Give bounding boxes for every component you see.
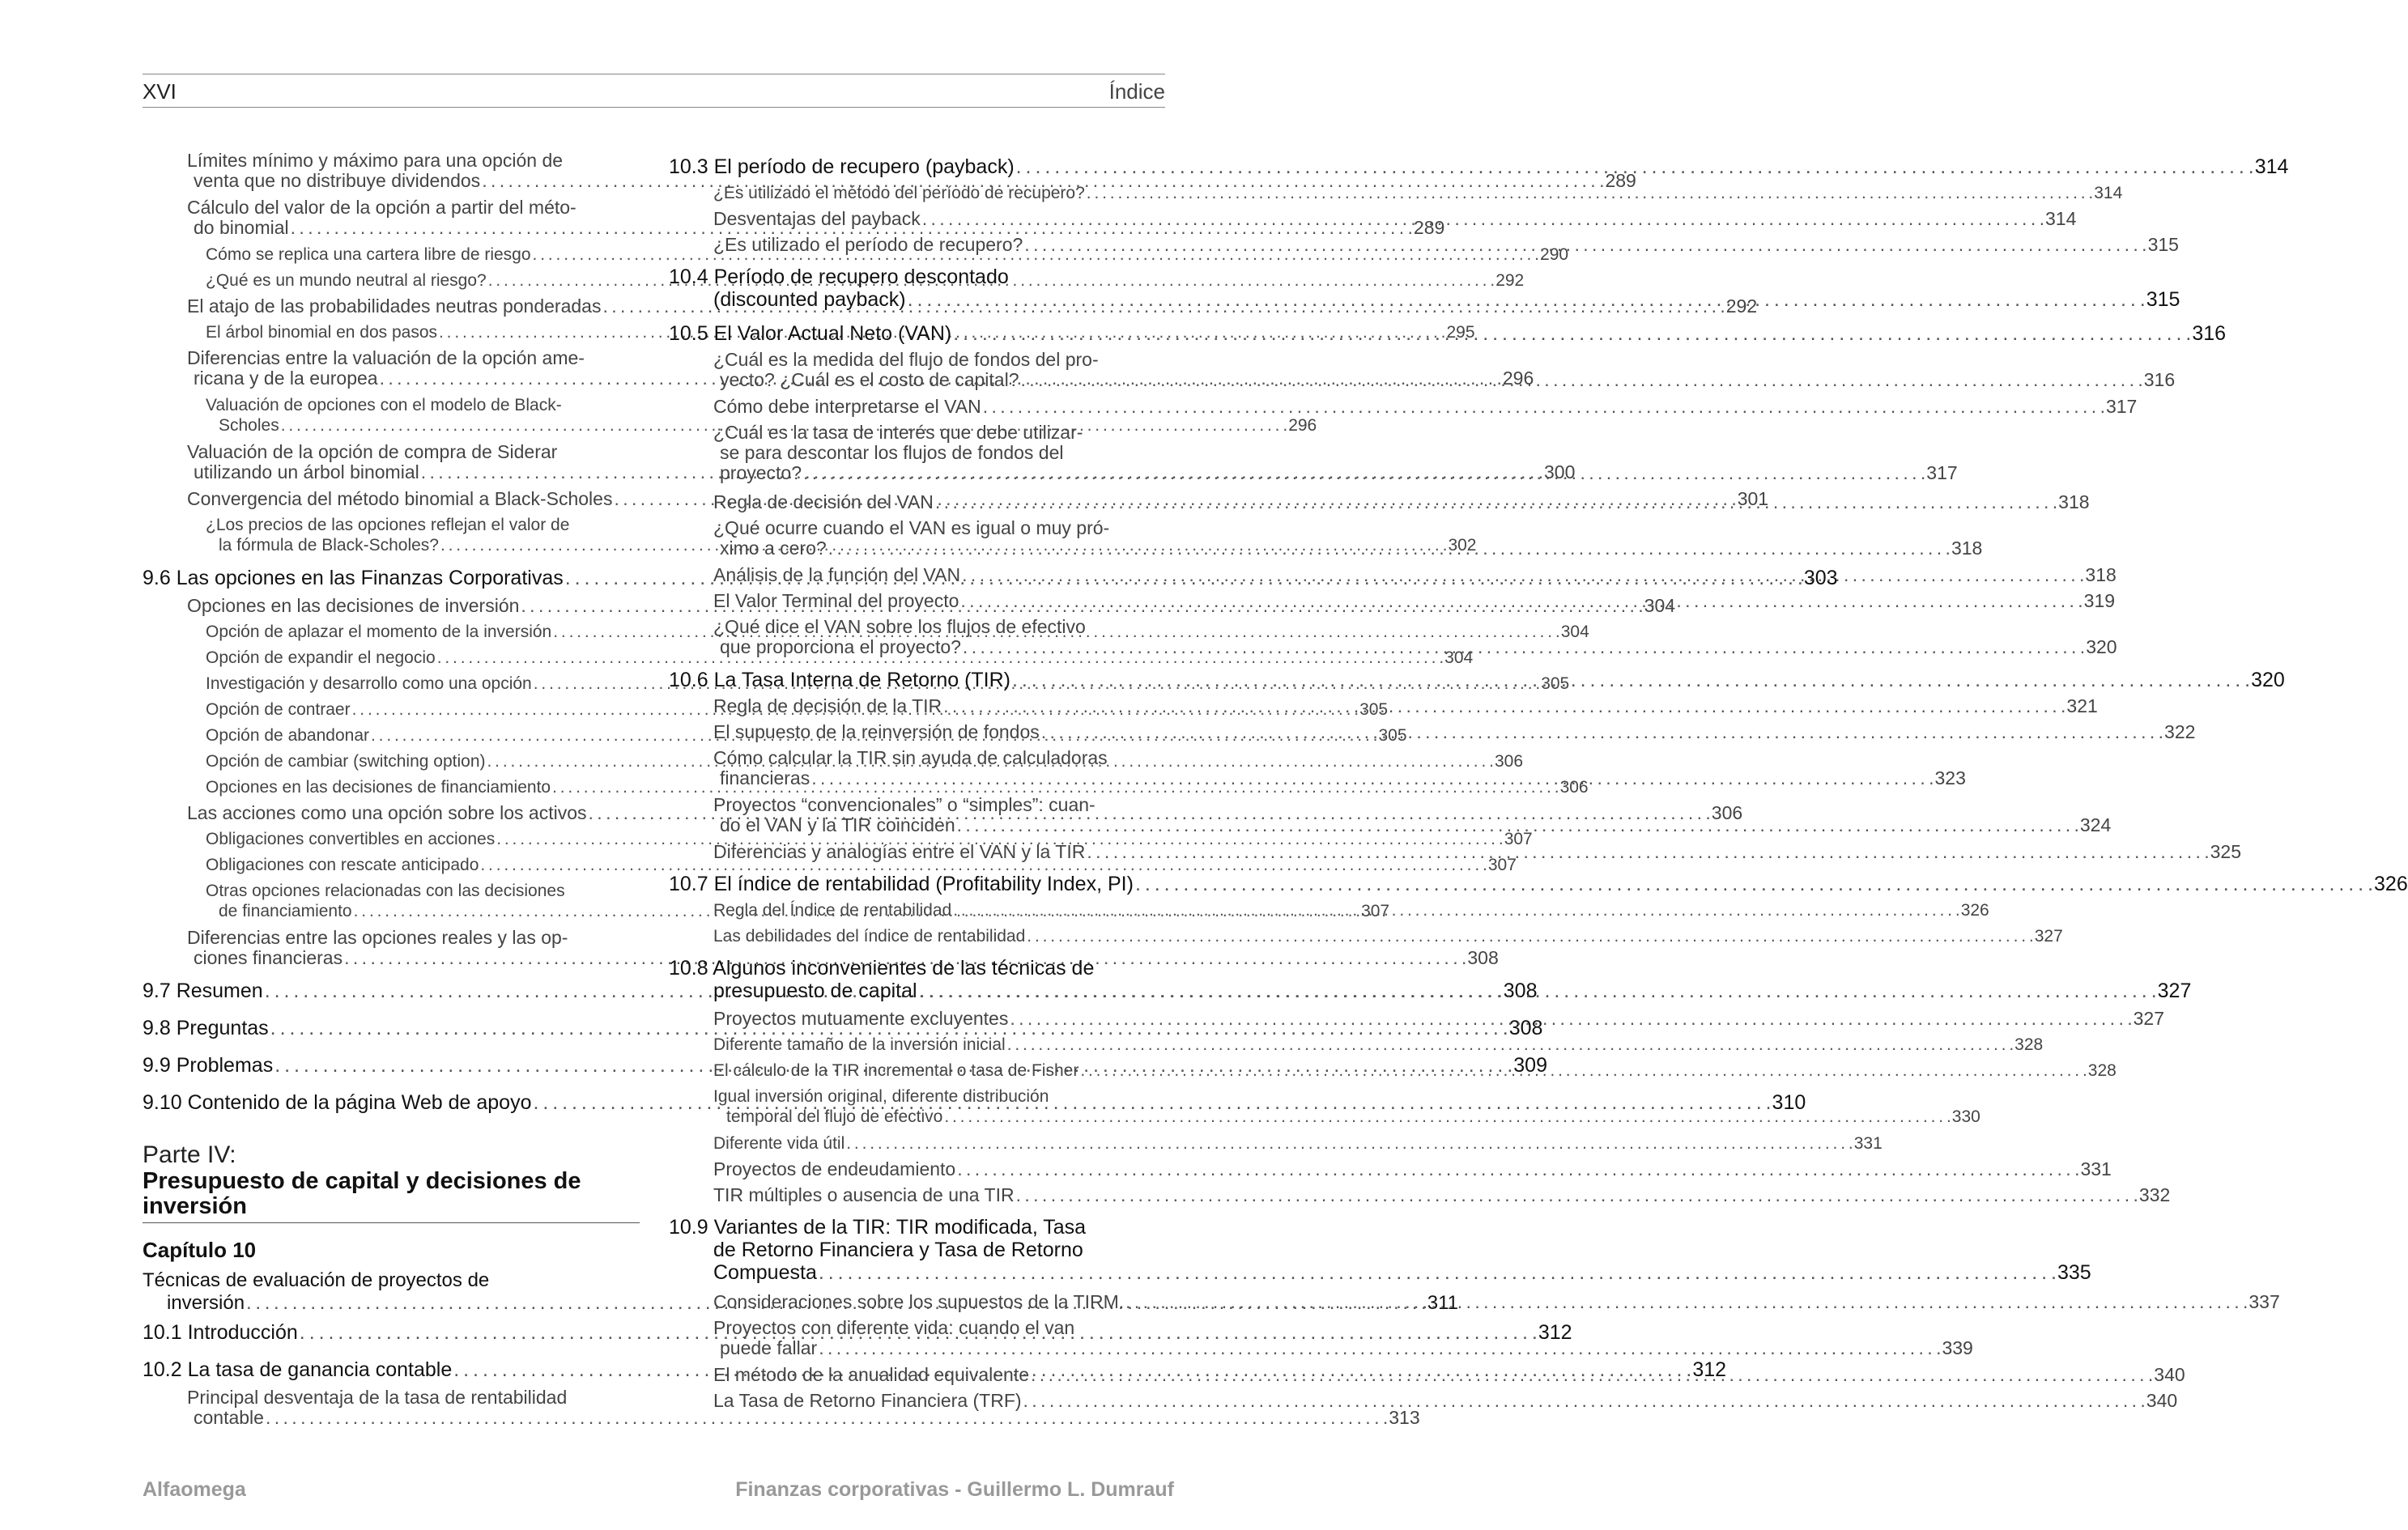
toc-entry-text: ¿Cuál es la medida del flujo de fondos del pro-: [713, 349, 1099, 370]
toc-entry-text: 10.8 Algunos inconvenientes de las técnicas de: [669, 957, 1095, 980]
dot-leader: [921, 209, 2045, 229]
toc-entry-text: ¿Qué es un mundo neutral al riesgo?: [206, 271, 487, 290]
toc-entry-text: 10.4 Período de recupero descontado: [669, 266, 1009, 288]
toc-entry-text: Cómo se replica una cartera libre de riesgo: [206, 245, 531, 264]
toc-page-number: 295: [1446, 323, 1475, 342]
toc-entry-text: La Tasa de Retorno Financiera (TRF): [713, 1390, 1022, 1411]
toc-entry-text: Las debilidades del índice de rentabilidad: [713, 927, 1026, 946]
dot-leader: [961, 637, 2086, 657]
toc-entry-text: 9.6 Las opciones en las Finanzas Corporativas: [143, 567, 564, 589]
toc-entry-text: venta que no distribuye dividendos: [194, 170, 481, 191]
toc-entry-text: 9.9 Problemas: [143, 1054, 274, 1077]
toc-page-number: 320: [2251, 669, 2285, 691]
dot-leader: [942, 1107, 1951, 1127]
chapter-title-line: inversión: [167, 1292, 245, 1314]
toc-entry-text: 10.2 La tasa de ganancia contable: [143, 1358, 453, 1381]
toc-entry-text: Obligaciones convertibles en acciones: [206, 830, 496, 848]
toc-entry-text: ¿Es utilizado el período de recupero?: [713, 234, 1023, 255]
toc-entry-text: Otras opciones relacionadas con las decisiones: [206, 882, 565, 900]
toc-page-number: 303: [1803, 567, 1838, 589]
toc-page-number: 325: [2210, 841, 2242, 862]
toc-page-number: 327: [2157, 980, 2192, 1002]
toc-page-number: 316: [2143, 369, 2176, 390]
dot-leader: [1010, 669, 2251, 691]
toc-entry-text: Diferencias entre las opciones reales y las op-: [187, 927, 568, 948]
toc-entry-text: Convergencia del método binomial a Black-Scholes: [187, 488, 613, 509]
toc-page-number: 296: [1502, 368, 1534, 389]
dot-leader: [1008, 1009, 2133, 1029]
toc-entry[interactable]: [143, 855, 1517, 881]
toc-entry-text: Valuación de opciones con el modelo de Black-: [206, 396, 562, 414]
toc-entry-text: temporal del flujo de efectivo: [726, 1107, 943, 1126]
toc-page-number: 339: [1942, 1337, 1973, 1358]
dot-leader: [1085, 842, 2210, 862]
toc-entry-text: ciones financieras: [194, 947, 343, 968]
toc-page-number: 318: [1951, 538, 1983, 559]
toc-entry-text: Proyectos “convencionales” o “simples”: cuan-: [713, 794, 1096, 815]
toc-entry-text: ¿Los precios de las opciones reflejan el valor de: [206, 516, 570, 534]
toc-entry-text: se para descontar los flujos de fondos del: [720, 442, 1064, 463]
toc-entry-text: El árbol binomial en dos pasos: [206, 323, 438, 342]
dot-leader: [1040, 722, 2164, 742]
toc-entry-text: ¿Qué ocurre cuando el VAN es igual o muy pró-: [713, 517, 1110, 538]
toc-page-number: 289: [1413, 217, 1445, 238]
toc-entry-text: 9.10 Contenido de la página Web de apoyo: [143, 1091, 532, 1114]
toc-page-number: 328: [2014, 1035, 2044, 1054]
dot-leader: [934, 492, 2058, 512]
dot-leader: [1022, 1391, 2146, 1411]
toc-entry[interactable]: [669, 1158, 2112, 1185]
toc-entry-text: Diferente tamaño de la inversión inicial: [713, 1035, 1006, 1054]
dot-leader: [817, 1261, 2057, 1284]
toc-page-number: 302: [1448, 536, 1477, 555]
toc-page-number: 301: [1737, 488, 1769, 509]
toc-entry-text: ximo a cero?: [720, 538, 827, 559]
chapter-title-line: Técnicas de evaluación de proyectos de: [143, 1269, 490, 1291]
toc-entry-text: Límites mínimo y máximo para una opción de: [187, 150, 564, 171]
toc-page-number: 313: [1389, 1407, 1420, 1428]
toc-entry-text: de financiamiento: [219, 902, 352, 920]
toc-entry-text: 9.8 Preguntas: [143, 1017, 269, 1039]
toc-page-number: 308: [1467, 947, 1499, 968]
toc-page-number: 327: [2034, 927, 2063, 946]
toc-entry-text: Diferencias y analogías entre el VAN y la TIR: [713, 841, 1086, 862]
toc-entry-text: ¿Qué dice el VAN sobre los flujos de efectivo: [713, 616, 1086, 637]
toc-page-number: 306: [1711, 802, 1743, 823]
toc-entry-text: Análisis de la función del VAN: [713, 564, 961, 585]
toc-entry-text: Principal desventaja de la tasa de rentabilidad: [187, 1387, 568, 1408]
toc-entry-text: El atajo de las probabilidades neutras ponderadas: [187, 295, 602, 317]
toc-page-number: 328: [2087, 1061, 2117, 1080]
toc-page-number: 323: [1934, 767, 1966, 788]
toc-page-number: 304: [1644, 595, 1676, 616]
toc-entry[interactable]: [669, 873, 2408, 900]
toc-page-number: 317: [2105, 396, 2138, 417]
toc-entry-text: Opciones en las decisiones de inversión: [187, 595, 520, 616]
dot-leader: [1029, 1365, 2154, 1385]
toc-entry-text: Consideraciones sobre los supuestos de la TIRM.: [713, 1291, 1125, 1312]
toc-page-number: 314: [2094, 184, 2123, 202]
toc-page-number: 337: [2248, 1291, 2280, 1312]
toc-entry-text: que proporciona el proyecto?: [720, 636, 961, 657]
toc-entry-text: Compuesta: [713, 1261, 817, 1284]
toc-entry-text: ¿Es utilizado el método del período de recupero?: [713, 184, 1085, 202]
toc-entry-text: Diferente vida útil: [713, 1134, 845, 1153]
toc-entry-text: de Retorno Financiera y Tasa de Retorno: [713, 1239, 1083, 1261]
toc-page-number: 307: [1504, 830, 1533, 848]
dot-leader: [845, 1133, 1853, 1154]
dot-leader: [942, 696, 2066, 716]
toc-page-number: 315: [2147, 234, 2179, 255]
toc-entry-text: Las acciones como una opción sobre los activos: [187, 802, 587, 823]
toc-page-number: 306: [1494, 752, 1524, 771]
toc-entry-text: proyecto?: [720, 462, 802, 483]
toc-entry-text: la fórmula de Black-Scholes?: [219, 536, 439, 555]
toc-page-number: 319: [2083, 590, 2116, 611]
dot-leader: [1078, 1060, 2087, 1081]
toc-page-number: 318: [2085, 564, 2117, 585]
toc-entry-text: (discounted payback): [713, 288, 906, 311]
toc-entry-text: 10.3 El período de recupero (payback): [669, 155, 1015, 178]
dot-leader: [955, 815, 2080, 835]
toc-entry-text: Opción de expandir el negocio: [206, 648, 436, 667]
toc-page-number: 330: [1951, 1107, 1980, 1126]
toc-page-number: 335: [2057, 1261, 2091, 1284]
toc-entry-text: Opción de contraer: [206, 700, 351, 719]
toc-entry-text: ricana y de la europea: [194, 368, 378, 389]
toc-entry[interactable]: [669, 1184, 2171, 1211]
toc-page-number: 304: [1560, 623, 1589, 641]
dot-leader: [959, 591, 2083, 611]
dot-leader: [1124, 1292, 2248, 1312]
toc-page-number: 307: [1361, 902, 1390, 920]
toc-page-number: 320: [2086, 636, 2117, 657]
toc-entry-text: El supuesto de la reinversión de fondos: [713, 721, 1040, 742]
part-title-line: inversión: [143, 1193, 247, 1219]
dot-leader: [917, 980, 2158, 1002]
toc-page-number: 315: [2146, 288, 2180, 311]
toc-page-number: 305: [1378, 726, 1407, 745]
toc-entry-text: 10.9 Variantes de la TIR: TIR modificada, Tasa: [669, 1216, 1087, 1239]
toc-page-number: 314: [2254, 155, 2289, 178]
toc-page-number: 305: [1541, 674, 1570, 693]
toc-entry-text: TIR múltiples o ausencia de una TIR: [713, 1184, 1015, 1205]
toc-entry[interactable]: [669, 1035, 2044, 1060]
toc-page-number: 332: [2138, 1184, 2171, 1205]
section-title: Índice: [1108, 79, 1165, 104]
toc-entry-text: Regla de decisión de la TIR: [713, 695, 942, 716]
toc-page-number: 312: [1692, 1358, 1727, 1381]
toc-entry-text: Cómo debe interpretarse el VAN: [713, 396, 981, 417]
toc-page-number: 317: [1926, 462, 1958, 483]
toc-entry-text: El método de la anualidad equivalente: [713, 1364, 1030, 1385]
toc-page-number: 318: [2058, 491, 2090, 512]
toc-page-number: 309: [1513, 1054, 1547, 1077]
dot-leader: [802, 463, 1926, 483]
toc-page-number: 290: [1540, 245, 1569, 264]
chapter-page: 311: [1427, 1292, 1458, 1314]
toc-page-number: 322: [2164, 721, 2196, 742]
toc-entry-text: 9.7 Resumen: [143, 980, 263, 1002]
toc-page-number: 289: [1605, 170, 1636, 191]
chapter-label: Capítulo 10: [143, 1238, 257, 1262]
toc-page-number: 292: [1495, 271, 1525, 290]
toc-page-number: 314: [2044, 208, 2077, 229]
toc-page-number: 306: [1559, 778, 1589, 797]
toc-page-number: 340: [2146, 1390, 2178, 1411]
toc-entry-text: Cómo calcular la TIR sin ayuda de calculadoras: [713, 747, 1108, 768]
dot-leader: [1025, 926, 2034, 946]
toc-page-number: 310: [1772, 1091, 1806, 1114]
toc-entry-text: Proyectos de endeudamiento: [713, 1158, 956, 1179]
toc-entry[interactable]: [669, 926, 2063, 952]
part-title: [143, 1169, 640, 1223]
toc-page-number: 312: [1538, 1321, 1572, 1344]
dot-leader: [1015, 1185, 2139, 1205]
toc-page-number: 296: [1288, 416, 1317, 435]
toc-entry-text: Opción de aplazar el momento de la inversión: [206, 623, 552, 641]
toc-entry[interactable]: [669, 396, 2138, 423]
dot-leader: [1023, 235, 2147, 255]
toc-entry-text: Investigación y desarrollo como una opción: [206, 674, 532, 693]
dot-leader: [1006, 1035, 2014, 1055]
toc-entry-text: Regla de decisión del VAN: [713, 491, 934, 512]
toc-entry-text: 10.1 Introducción: [143, 1321, 298, 1344]
toc-page-number: 308: [1503, 980, 1538, 1002]
dot-leader: [981, 397, 2106, 417]
toc-page-number: 340: [2154, 1364, 2185, 1385]
dot-leader: [1015, 155, 2255, 178]
toc-entry-text: 10.7 El índice de rentabilidad (Profitability Index, PI): [669, 873, 1134, 895]
toc-entry-text: El cálculo de la TIR incremental o tasa de Fisher: [713, 1061, 1079, 1080]
toc-entry-text: utilizando un árbol binomial: [194, 461, 419, 482]
dot-leader: [955, 1159, 2080, 1179]
toc-entry-text: Opción de cambiar (switching option): [206, 752, 486, 771]
toc-page-number: 331: [2080, 1158, 2112, 1179]
dot-leader: [1085, 183, 2094, 203]
toc-entry-text: El Valor Terminal del proyecto: [713, 590, 959, 611]
toc-entry[interactable]: [143, 648, 1474, 674]
toc-entry-text: Opción de abandonar: [206, 726, 369, 745]
footer-publisher: Alfaomega: [143, 1478, 246, 1501]
page-number: XVI: [143, 79, 177, 104]
toc-entry-text: Desventajas del payback: [713, 208, 921, 229]
toc-entry-text: Valuación de la opción de compra de Siderar: [187, 441, 558, 462]
toc-entry-text: Cálculo del valor de la opción a partir del méto-: [187, 197, 576, 218]
toc-entry-text: 10.5 El Valor Actual Neto (VAN): [669, 322, 952, 345]
dot-leader: [951, 322, 2192, 345]
toc-entry-text: Regla del Índice de rentabilidad: [713, 901, 952, 920]
dot-leader: [960, 565, 2085, 585]
toc-entry-text: Scholes: [219, 416, 279, 435]
toc-page-number: 326: [2374, 873, 2408, 895]
toc-page-number: 305: [1359, 700, 1389, 719]
toc-page-number: 331: [1853, 1134, 1883, 1153]
toc-entry-text: contable: [194, 1407, 264, 1428]
dot-leader: [810, 768, 1934, 788]
toc-page-number: 307: [1487, 856, 1517, 874]
toc-page-number: 327: [2133, 1008, 2164, 1029]
toc-entry[interactable]: [669, 183, 2123, 209]
toc-entry-text: presupuesto de capital: [713, 980, 917, 1002]
toc-page-number: 292: [1725, 295, 1758, 317]
part-title-line: Presupuesto de capital y decisiones de: [143, 1168, 581, 1194]
toc-entry-text: Igual inversión original, diferente distribución: [713, 1087, 1049, 1106]
footer-book-title: Finanzas corporativas - Guillermo L. Dumrauf: [735, 1478, 1174, 1501]
toc-entry-text: do binomial: [194, 217, 289, 238]
toc-entry-text: ¿Cuál es la tasa de interés que debe utilizar-: [713, 422, 1083, 443]
toc-entry-text: puede fallar: [720, 1337, 818, 1358]
toc-page-number: 304: [1444, 648, 1474, 667]
toc-page-number: 316: [2192, 322, 2227, 345]
part-label: Parte IV:: [143, 1141, 236, 1168]
toc-entry-text: 10.6 La Tasa Interna de Retorno (TIR): [669, 669, 1010, 691]
dot-leader: [951, 900, 1960, 920]
dot-leader: [827, 538, 1951, 559]
toc-entry-text: Diferencias entre la valuación de la opción ame-: [187, 347, 585, 368]
toc-entry-text: Obligaciones con rescate anticipado: [206, 856, 479, 874]
dot-leader: [1134, 873, 2374, 895]
toc-entry-text: Proyectos con diferente vida: cuando el van: [713, 1317, 1075, 1338]
toc-entry-text: financieras: [720, 767, 810, 788]
toc-entry-text: Opciones en las decisiones de financiamiento: [206, 778, 551, 797]
dot-leader: [817, 1338, 1942, 1358]
toc-entry[interactable]: [669, 1133, 1883, 1159]
toc-page-number: 326: [1960, 901, 1989, 920]
toc-page-number: 324: [2079, 814, 2112, 835]
dot-leader: [1019, 370, 2143, 390]
toc-entry-text: Proyectos mutuamente excluyentes: [713, 1008, 1009, 1029]
toc-entry-text: yecto? ¿Cuál es el costo de capital?: [720, 369, 1019, 390]
toc-entry[interactable]: [669, 1216, 2091, 1292]
dot-leader: [906, 288, 2146, 311]
toc-page-number: 308: [1508, 1017, 1543, 1039]
toc-entry-text: do el VAN y la TIR coinciden: [720, 814, 955, 835]
toc-page-number: 300: [1544, 461, 1576, 482]
toc-entry[interactable]: [669, 1390, 2178, 1417]
toc-page-number: 321: [2066, 695, 2098, 716]
header-bottom-rule: [143, 107, 1165, 108]
